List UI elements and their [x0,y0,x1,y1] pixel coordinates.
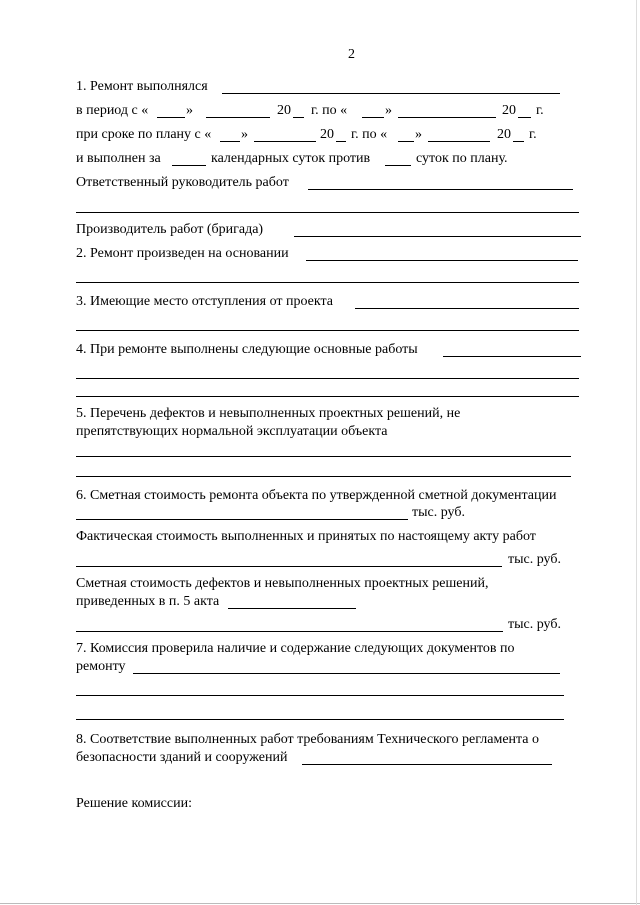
plan-to-open: г. по « [351,127,388,142]
s6-defects-cost-label-1: Сметная стоимость дефектов и невыполненных проектных решений, [76,576,489,591]
plan-from-open: при сроке по плану с « [76,127,212,142]
work-producer-line[interactable] [294,236,581,237]
s2-basis-line-2[interactable] [76,282,579,283]
s7-documents-line-2[interactable] [76,695,564,696]
s7-documents-line[interactable] [133,673,560,674]
s6-actual-cost-line[interactable] [76,566,502,567]
s6-actual-cost-label: Фактическая стоимость выполненных и принятых по настоящему акту работ [76,529,536,544]
period-to-year-line[interactable] [518,117,531,118]
s2-basis-line[interactable] [306,260,578,261]
s6-unit-2: тыс. руб. [508,552,561,567]
period-from-century: 20 [277,103,291,118]
period-to-month-line[interactable] [398,117,496,118]
s6-title: 6. Сметная стоимость ремонта объекта по утвержденной сметной документации [76,488,557,503]
period-to-day-line[interactable] [362,117,384,118]
s7-title-line-2: ремонту [76,659,126,674]
done-in-label: и выполнен за [76,151,161,166]
s3-title: 3. Имеющие место отступления от проекта [76,294,333,309]
period-from-month-line[interactable] [206,117,270,118]
s6-unit-3: тыс. руб. [508,617,561,632]
s6-estimate-line[interactable] [76,519,408,520]
plan-to-century: 20 [497,127,511,142]
period-to-close: » [385,103,392,118]
s4-works-line-2[interactable] [76,378,579,379]
s6-defects-cost-label-2: приведенных в п. 5 акта [76,594,220,609]
responsible-manager-line[interactable] [308,189,573,190]
s5-title-line-1: 5. Перечень дефектов и невыполненных проектных решений, не [76,406,461,421]
period-to-open: г. по « [311,103,348,118]
page-number: 2 [348,47,355,62]
s3-deviations-line[interactable] [355,308,579,309]
plan-to-month-line[interactable] [428,141,490,142]
s7-title-line-1: 7. Комиссия проверила наличие и содержание следующих документов по [76,641,515,656]
plan-from-day-line[interactable] [220,141,240,142]
s8-title-line-2: безопасности зданий и сооружений [76,750,288,765]
responsible-manager-line-2[interactable] [76,212,579,213]
work-producer-label: Производитель работ (бригада) [76,222,264,237]
s6-defects-cost-line[interactable] [76,631,503,632]
s5-defects-line-2[interactable] [76,476,571,477]
page-right-edge [636,0,637,905]
s6-unit-1: тыс. руб. [412,505,465,520]
done-days-line[interactable] [172,165,206,166]
s5-defects-line[interactable] [76,456,571,457]
page-bottom-edge [0,903,640,904]
plan-to-year-suffix: г. [529,127,537,142]
done-days-against-label: календарных суток против [211,151,371,166]
s5-title-line-2: препятствующих нормальной эксплуатации объекта [76,424,388,439]
plan-from-year-line[interactable] [336,141,346,142]
period-to-century: 20 [502,103,516,118]
plan-from-month-line[interactable] [254,141,316,142]
plan-days-line[interactable] [385,165,411,166]
period-from-open: в период с « [76,103,149,118]
responsible-manager-label: Ответственный руководитель работ [76,175,289,190]
plan-from-century: 20 [320,127,334,142]
s8-compliance-line[interactable] [302,764,552,765]
period-from-year-line[interactable] [293,117,304,118]
plan-to-day-line[interactable] [398,141,414,142]
repair-performer-line[interactable] [222,93,560,94]
s1-title: 1. Ремонт выполнялся [76,79,208,94]
s3-deviations-line-2[interactable] [76,330,579,331]
s4-works-line-3[interactable] [76,396,579,397]
commission-decision-label: Решение комиссии: [76,796,192,811]
s4-works-line[interactable] [443,356,581,357]
plan-to-close: » [415,127,422,142]
period-from-close: » [186,103,193,118]
s4-title: 4. При ремонте выполнены следующие основные работы [76,342,418,357]
period-to-year-suffix: г. [536,103,544,118]
plan-days-label: суток по плану. [416,151,508,166]
s2-title: 2. Ремонт произведен на основании [76,246,289,261]
s6-defects-cost-inline-line[interactable] [228,608,356,609]
plan-from-close: » [241,127,248,142]
s7-documents-line-3[interactable] [76,719,564,720]
s8-title-line-1: 8. Соответствие выполненных работ требованиям Технического регламента о [76,732,540,747]
period-from-day-line[interactable] [157,117,185,118]
plan-to-year-line[interactable] [513,141,524,142]
